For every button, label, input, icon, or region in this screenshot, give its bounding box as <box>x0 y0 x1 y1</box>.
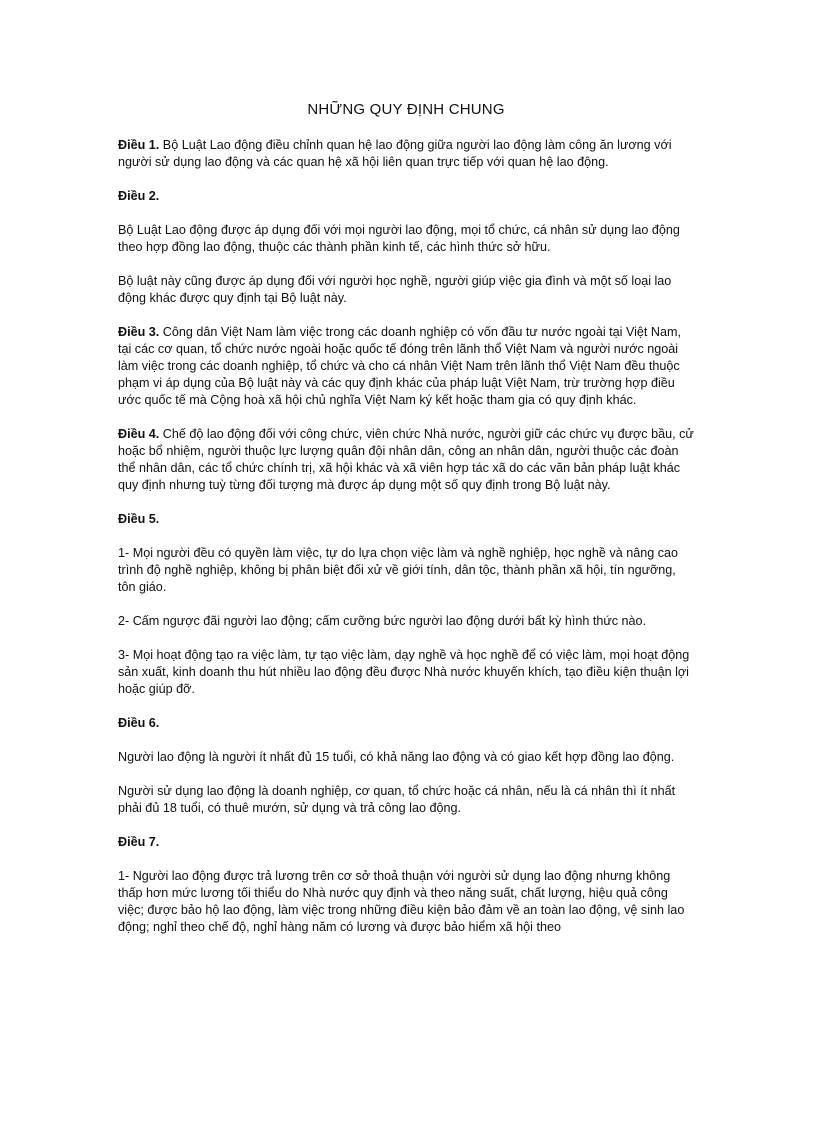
article-6-paragraph: Người lao động là người ít nhất đủ 15 tuổi, có khả năng lao động và có giao kết hợp đồng lao động. <box>118 750 675 764</box>
article-7-clause: 1- Người lao động được trả lương trên cơ sở thoả thuận với người sử dụng lao động nhưng không thấp hơn mức lương tối thiểu do Nhà nước quy định và theo năng suất, chất lượng, hiệu quả công việc; được bảo hộ lao động, làm việc trong những điều kiện bảo đảm về an toàn lao động, vệ sinh lao động; nghỉ theo chế độ, nghỉ hàng năm có lương và được bảo hiểm xã hội theo <box>118 869 685 934</box>
article-3-text: Công dân Việt Nam làm việc trong các doanh nghiệp có vốn đầu tư nước ngoài tại Việt Nam, tại các cơ quan, tổ chức nước ngoài hoặc quốc tế đóng trên lãnh thổ Việt Nam và người nước ngoài làm việc trong các doanh nghiệp, tổ chức và cho cá nhân Việt Nam trên lãnh thổ Việt Nam đều thuộc phạm vi áp dụng của Bộ luật này và các quy định khác của pháp luật Việt Nam, trừ trường hợp điều ước quốc tế mà Cộng hoà xã hội chủ nghĩa Việt Nam ký kết hoặc tham gia có quy định khác. <box>118 325 682 407</box>
article-5-clause: 1- Mọi người đều có quyền làm việc, tự do lựa chọn việc làm và nghề nghiệp, học nghề và nâng cao trình độ nghề nghiệp, không bị phân biệt đối xử về giới tính, dân tộc, thành phần xã hội, tín ngưỡng, tôn giáo. <box>118 546 679 594</box>
document-page <box>118 100 694 953</box>
article-7-heading: Điều 7. <box>118 835 160 849</box>
article-6-heading: Điều 6. <box>118 716 160 730</box>
article-1-heading: Điều 1. <box>118 138 160 152</box>
article-4-heading: Điều 4. <box>118 427 160 441</box>
article-3-heading: Điều 3. <box>118 325 160 339</box>
article-2-heading: Điều 2. <box>118 189 160 203</box>
article-5-clause: 2- Cấm ngược đãi người lao động; cấm cưỡng bức người lao động dưới bất kỳ hình thức nào. <box>118 614 647 628</box>
article-1-text: Bộ Luật Lao động điều chỉnh quan hệ lao động giữa người lao động làm công ăn lương với người sử dụng lao động và các quan hệ xã hội liên quan trực tiếp với quan hệ lao động. <box>118 138 672 169</box>
article-2-paragraph: Bộ luật này cũng được áp dụng đối với người học nghề, người giúp việc gia đình và một số loại lao động khác được quy định tại Bộ luật này. <box>118 274 672 305</box>
article-1 <box>118 137 694 171</box>
article-5-clause: 3- Mọi hoạt động tạo ra việc làm, tự tạo việc làm, dạy nghề và học nghề để có việc làm, mọi hoạt động sản xuất, kinh doanh thu hút nhiều lao động đều được Nhà nước khuyến khích, tạo điều kiện thuận lợi hoặc giúp đỡ. <box>118 648 690 696</box>
document-title: NHỮNG QUY ĐỊNH CHUNG <box>307 101 505 118</box>
article-3 <box>118 324 694 409</box>
article-4-text: Chế độ lao động đối với công chức, viên chức Nhà nước, người giữ các chức vụ được bầu, cử hoặc bổ nhiệm, người thuộc lực lượng quân đội nhân dân, công an nhân dân, người thuộc các đoàn thể nhân dân, các tổ chức chính trị, xã hội khác và xã viên hợp tác xã do các văn bản pháp luật khác quy định nhưng tuỳ từng đối tượng mà được áp dụng một số quy định trong Bộ luật này. <box>118 427 694 492</box>
article-5-heading: Điều 5. <box>118 512 160 526</box>
article-6-paragraph: Người sử dụng lao động là doanh nghiệp, cơ quan, tổ chức hoặc cá nhân, nếu là cá nhân thì ít nhất phải đủ 18 tuổi, có thuê mướn, sử dụng và trả công lao động. <box>118 784 676 815</box>
article-4 <box>118 426 694 494</box>
article-2-paragraph: Bộ Luật Lao động được áp dụng đối với mọi người lao động, mọi tổ chức, cá nhân sử dụng lao động theo hợp đồng lao động, thuộc các thành phần kinh tế, các hình thức sở hữu. <box>118 223 680 254</box>
